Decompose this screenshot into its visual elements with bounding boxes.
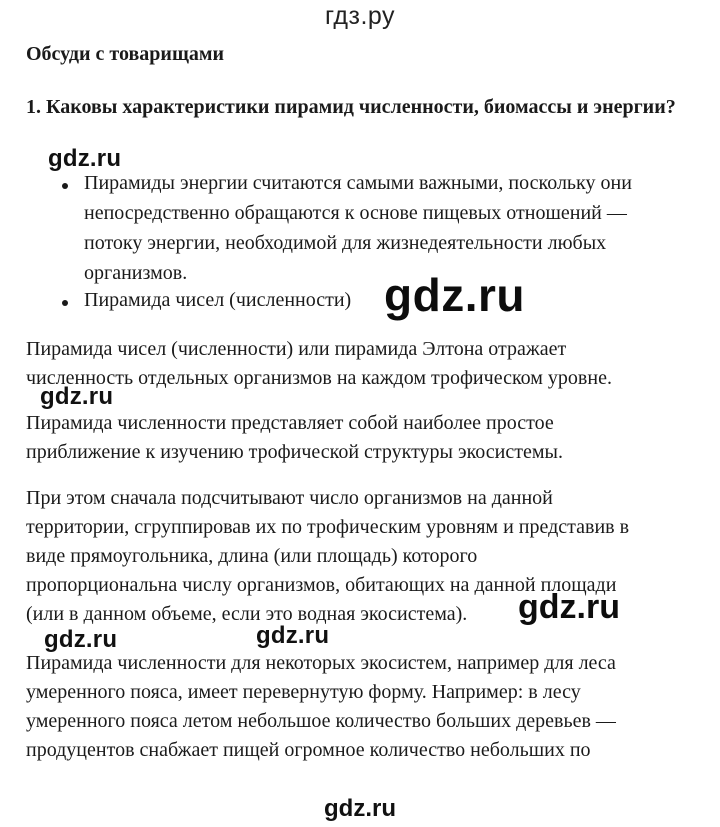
watermark: gdz.ru bbox=[48, 145, 122, 172]
paragraph-line: пропорциональна числу организмов, обитающих на данной площади bbox=[26, 574, 617, 596]
bullet-line: Пирамиды энергии считаются самыми важными, поскольку они bbox=[84, 172, 632, 194]
watermark: gdz.ru bbox=[384, 269, 525, 321]
paragraph-line: продуцентов снабжает пищей огромное количество небольших по bbox=[26, 739, 591, 761]
paragraph-line: Пирамида численности для некоторых экосистем, например для леса bbox=[26, 652, 616, 674]
watermark: gdz.ru bbox=[256, 622, 330, 649]
paragraph-line: При этом сначала подсчитывают число организмов на данной bbox=[26, 487, 553, 509]
paragraph-line: виде прямоугольника, длина (или площадь) которого bbox=[26, 545, 478, 567]
bullet-line: непосредственно обращаются к основе пищевых отношений — bbox=[84, 202, 627, 224]
bullet-line: организмов. bbox=[84, 262, 188, 284]
bullet-marker bbox=[62, 300, 68, 306]
section-title: Обсуди с товарищами bbox=[26, 43, 224, 65]
watermark: gdz.ru bbox=[518, 588, 620, 626]
site-title: гдз.ру bbox=[324, 2, 396, 30]
paragraph-line: Пирамида численности представляет собой наиболее простое bbox=[26, 412, 554, 434]
paragraph-line: численность отдельных организмов на каждом трофическом уровне. bbox=[26, 367, 612, 389]
footer-watermark: gdz.ru bbox=[324, 795, 396, 822]
paragraph-line: умеренного пояса летом небольшое количество больших деревьев — bbox=[26, 710, 616, 732]
bullet-line: потоку энергии, необходимой для жизнедеятельности любых bbox=[84, 232, 607, 254]
watermark: gdz.ru bbox=[44, 626, 118, 653]
paragraph-line: (или в данном объеме, если это водная экосистема). bbox=[26, 603, 468, 625]
paragraph-line: приближение к изучению трофической структуры экосистемы. bbox=[26, 441, 563, 463]
bullet-line: Пирамида чисел (численности) bbox=[84, 289, 352, 311]
watermark: gdz.ru bbox=[40, 383, 114, 410]
paragraph-line: умеренного пояса, имеет перевернутую форму. Например: в лесу bbox=[26, 681, 581, 703]
question-heading: 1. Каковы характеристики пирамид численности, биомассы и энергии? bbox=[26, 96, 676, 118]
paragraph-line: территории, сгруппировав их по трофическим уровням и представив в bbox=[26, 516, 630, 538]
paragraph-line: Пирамида чисел (численности) или пирамида Элтона отражает bbox=[26, 338, 567, 360]
bullet-marker bbox=[62, 183, 68, 189]
